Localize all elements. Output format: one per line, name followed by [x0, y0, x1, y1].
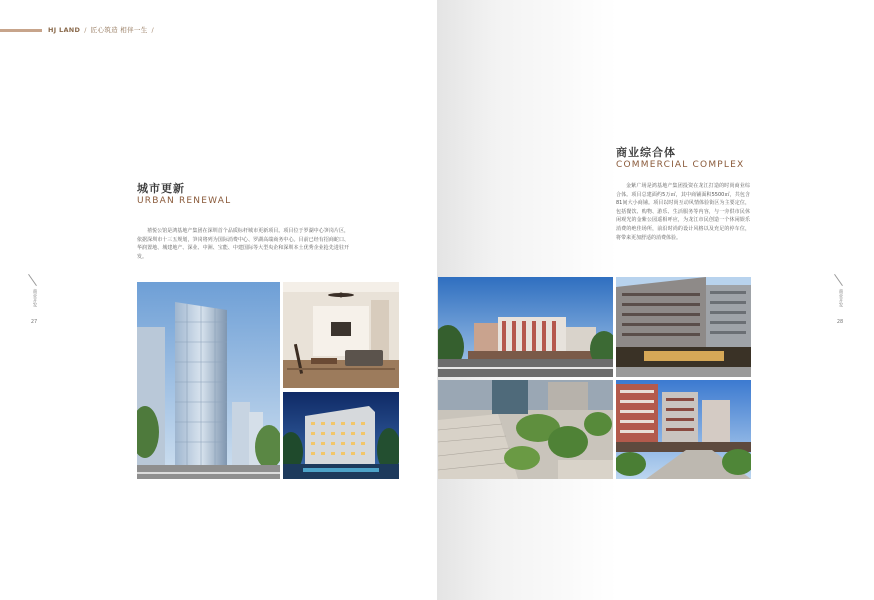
left-title-en: URBAN RENEWAL [137, 196, 232, 206]
commercial-street-photo [616, 380, 751, 479]
brand-header [48, 25, 158, 34]
left-page-number: 27 [30, 319, 38, 325]
right-side-label: 商业开发 [838, 289, 843, 307]
right-paragraph: 金紫广场是鸿基地产集团投资在龙江打造的时尚商业综合体。项目总建面约5万㎡，其中商铺面积5500㎡，共包含81间大小商铺。项目以时尚互动风情体验街区为主要定位，包括餐饮、购物、游乐、生活服务等内容，与一旁供市民休闲观光的金紫公园遥相呼应，为龙江市民创造一个休闲娱乐消费的绝佳场所，前沿时尚的设计风格以及充足的停车位，将带来更加舒适的消费体验。 [616, 183, 750, 241]
left-side-tab [28, 274, 40, 325]
brand-slogan: 匠心筑造 相伴一生 [90, 26, 148, 34]
right-side-tab [834, 274, 846, 325]
separator-slash: / [151, 26, 155, 34]
right-title-en: COMMERCIAL COMPLEX [616, 160, 745, 170]
brand-accent-bar [0, 29, 42, 32]
right-page-number: 28 [836, 319, 844, 325]
night-residential-photo [283, 392, 399, 479]
plaza-aerial-photo [438, 380, 613, 479]
right-title-cn: 商业综合体 [616, 146, 676, 159]
commercial-complex-photo [438, 277, 613, 377]
brand-name: HJ LAND [48, 26, 81, 34]
living-room-photo [283, 282, 399, 388]
divider-slash [28, 274, 38, 286]
left-side-label: 商业开发 [32, 289, 37, 307]
glass-tower-photo [137, 282, 280, 479]
separator-slash: / [84, 26, 87, 34]
divider-slash [834, 274, 844, 286]
mall-facade-photo [616, 277, 751, 377]
left-title-cn: 城市更新 [137, 182, 185, 195]
left-paragraph: 禧悦公馆是鸿基地产集团在深圳首个品质标杆城市更新项目。项目位于罗湖中心笋岗片区，依据深圳市十三五规划，笋岗将列为国际消费中心、罗湖高端商务中心。目前已经有招商蛇口、华润置地、城建地产、深业、中洲、宝能、中建国际等大型央企和深圳本土优秀企业抢先进驻开发。 [137, 228, 349, 260]
